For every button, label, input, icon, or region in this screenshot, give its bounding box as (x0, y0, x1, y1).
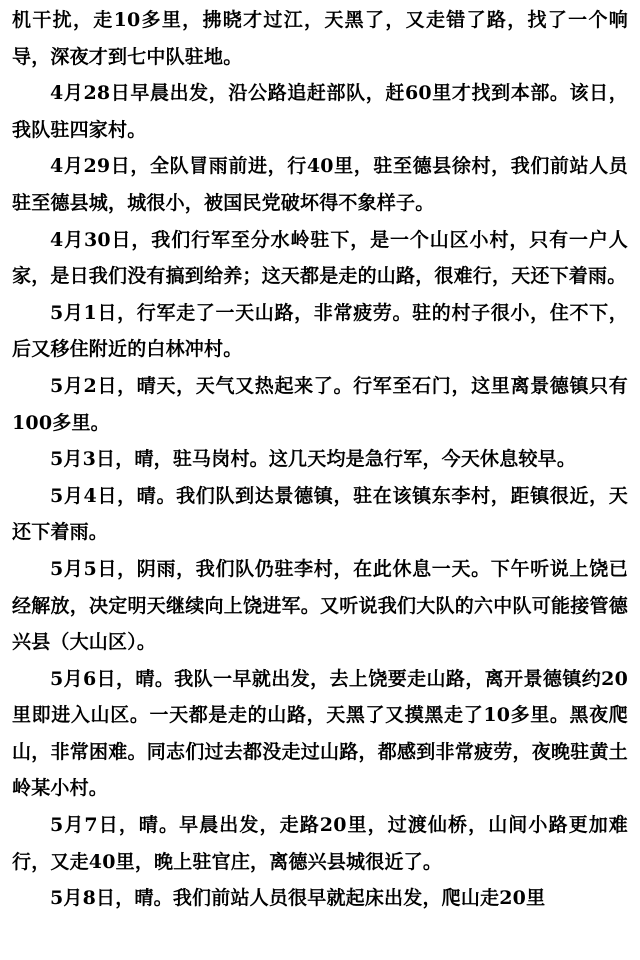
paragraph-may-8: 5月8日，晴。我们前站人员很早就起床出发，爬山走20里 (50, 887, 546, 910)
paragraph-may-7: 5月7日，晴。早晨出发，走路20里，过渡仙桥，山间小路更加难行，又走40里，晚上驻官庄，离德兴县城很近了。 (12, 814, 628, 873)
paragraph-may-6: 5月6日，晴。我队一早就出发，去上饶要走山路，离开景德镇约20里即进入山区。一天都是走的山路，天黑了又摸黑走了10多里。黑夜爬山，非常困难。同志们过去都没走过山路，都感到非常疲劳，夜晚驻黄土岭某小村。 (12, 667, 628, 800)
paragraph-may-5: 5月5日，阴雨，我们队仍驻李村，在此休息一天。下午听说上饶已经解放，决定明天继续向上饶进军。又听说我们大队的六中队可能接管德兴县（大山区）。 (12, 557, 628, 654)
paragraph-may-3: 5月3日，晴，驻马岗村。这几天均是急行军，今天休息较早。 (50, 448, 577, 471)
paragraph-may-1: 5月1日，行军走了一天山路，非常疲劳。驻的村子很小，住不下，后又移住附近的白林冲村。 (12, 301, 628, 361)
paragraph-apr-29: 4月29日，全队冒雨前进，行40里，驻至德县徐村，我们前站人员驻至德县城，城很小，被国民党破坏得不象样子。 (12, 155, 628, 214)
document-body (12, 2, 628, 917)
paragraph-apr-28: 4月28日早晨出发，沿公路追赶部队，赶60里才找到本部。该日，我队驻四家村。 (12, 82, 628, 141)
paragraph-continued: 机干扰，走10多里，拂晓才过江，天黑了，又走错了路，找了一个响导，深夜才到七中队驻地。 (12, 9, 628, 68)
paragraph-apr-30: 4月30日，我们行军至分水岭驻下，是一个山区小村，只有一户人家，是日我们没有搞到给养；这天都是走的山路，很难行，天还下着雨。 (12, 228, 628, 288)
paragraph-may-4: 5月4日，晴。我们队到达景德镇，驻在该镇东李村，距镇很近，天还下着雨。 (12, 484, 628, 544)
paragraph-may-2: 5月2日，晴天，天气又热起来了。行军至石门，这里离景德镇只有100多里。 (12, 374, 628, 434)
